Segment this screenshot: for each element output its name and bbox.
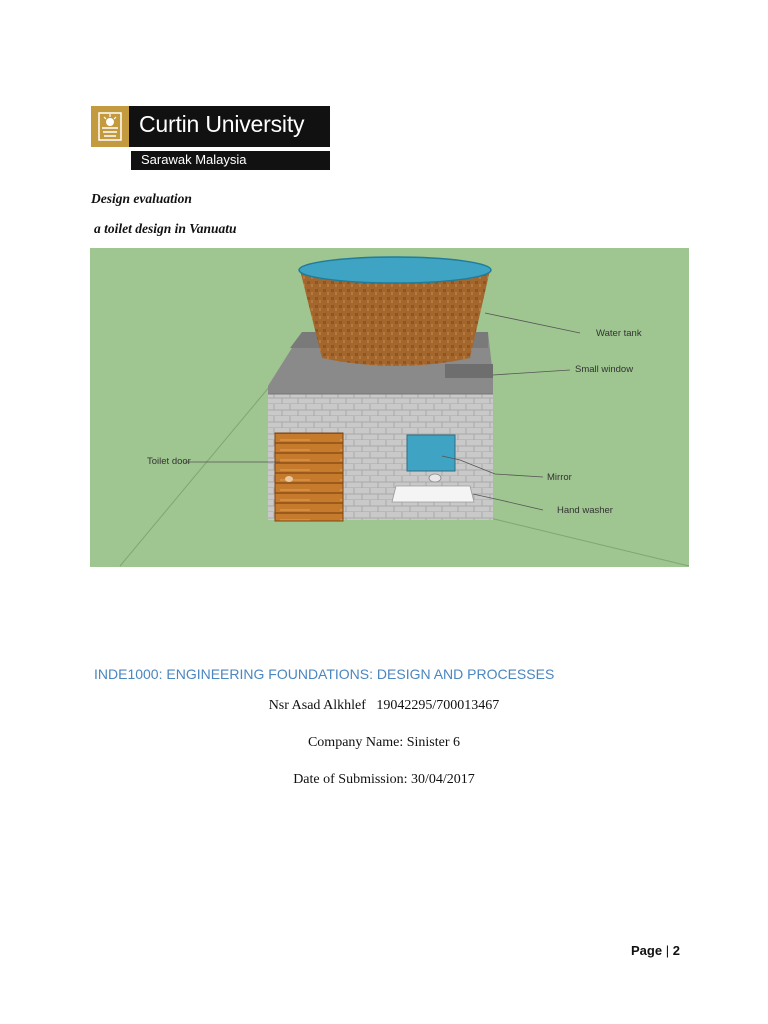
page-number-value: 2 — [672, 943, 680, 958]
campus-name: Sarawak Malaysia — [141, 152, 247, 167]
mirror — [407, 435, 455, 471]
label-hand-washer: Hand washer — [557, 505, 613, 516]
hand-washer — [392, 486, 474, 502]
page-word: Page — [631, 943, 663, 958]
university-name: Curtin University — [139, 111, 305, 137]
toilet-door — [275, 433, 343, 521]
date-line: Date of Submission: 30/04/2017 — [293, 772, 475, 787]
curtin-university-logo — [91, 106, 330, 170]
logo-title-bar — [91, 106, 330, 147]
tap — [429, 474, 441, 482]
label-mirror: Mirror — [547, 472, 572, 483]
door-knob — [285, 476, 293, 482]
toilet-design-figure — [90, 248, 689, 567]
toilet-3d-render — [90, 248, 689, 567]
page-separator: | — [665, 943, 670, 958]
page-number — [631, 943, 680, 958]
small-window — [445, 364, 493, 378]
label-small-window: Small window — [575, 364, 634, 375]
logo-campus-bar — [131, 151, 330, 170]
water-tank — [300, 270, 490, 366]
document-subheading: a toilet design in Vanuatu — [94, 221, 237, 236]
company-line: Company Name: Sinister 6 — [307, 735, 461, 750]
document-heading: Design evaluation — [91, 191, 192, 206]
label-toilet-door: Toilet door — [147, 456, 191, 467]
water-surface — [299, 257, 491, 283]
label-water-tank: Water tank — [596, 328, 642, 339]
crest-icon — [91, 106, 129, 147]
author-line: Nsr Asad Alkhlef 19042295/700013467 — [268, 698, 500, 713]
course-title: INDE1000: ENGINEERING FOUNDATIONS: DESIGN AND PROCESSES — [94, 666, 555, 682]
